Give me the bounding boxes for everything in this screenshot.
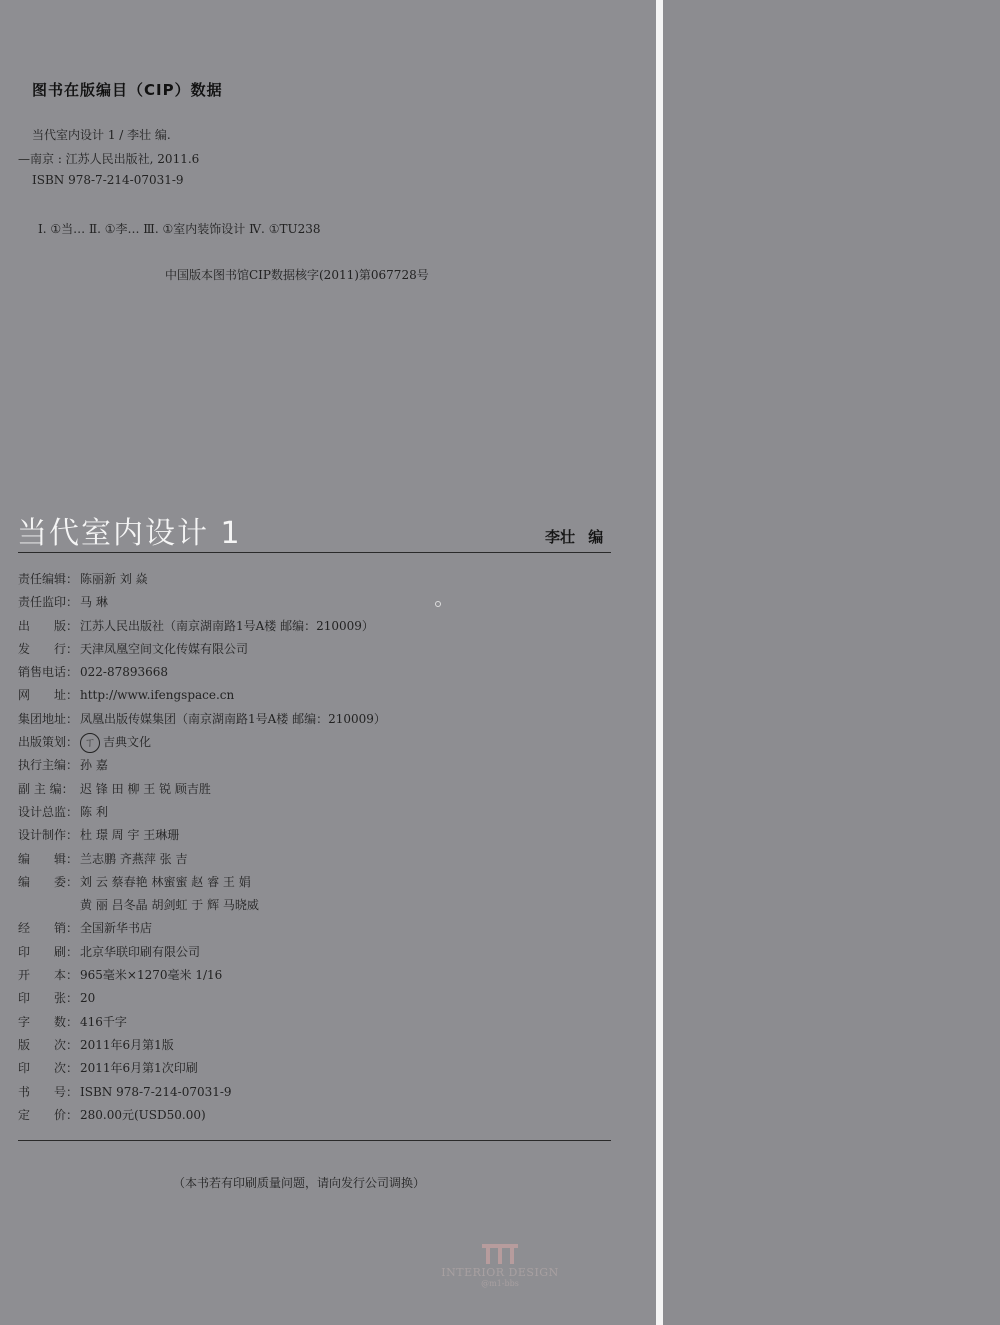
imprint-value: 凤凰出版传媒集团（南京湖南路1号A楼 邮编：210009） bbox=[80, 711, 386, 726]
imprint-value: 马 琳 bbox=[80, 595, 108, 610]
page-gutter bbox=[656, 0, 663, 1325]
imprint-label: 字 数： bbox=[18, 1014, 79, 1029]
imprint-label: 书 号： bbox=[18, 1084, 79, 1099]
bottom-rule bbox=[18, 1140, 611, 1141]
imprint-row bbox=[18, 661, 618, 684]
imprint-label: 责任编辑： bbox=[18, 572, 79, 586]
imprint-value: 迟 锋 田 柳 王 锐 顾吉胜 bbox=[80, 781, 211, 796]
imprint-value: 刘 云 蔡春艳 林蜜蜜 赵 睿 王 娟 bbox=[80, 874, 251, 889]
imprint-label bbox=[18, 894, 80, 917]
imprint-value: 北京华联印刷有限公司 bbox=[80, 944, 201, 959]
imprint-value: 兰志鹏 齐燕萍 张 吉 bbox=[80, 851, 188, 866]
imprint-label: 发 行： bbox=[18, 641, 79, 656]
imprint-row bbox=[18, 1034, 618, 1057]
watermark-logo-icon bbox=[480, 1240, 520, 1266]
imprint-value: 280.00元(USD50.00) bbox=[80, 1107, 206, 1122]
imprint-value: 2011年6月第1版 bbox=[80, 1037, 174, 1052]
imprint-row bbox=[18, 871, 618, 894]
imprint-label: 设计总监： bbox=[18, 804, 79, 819]
imprint-label: 定 价： bbox=[18, 1107, 79, 1122]
imprint-value: 天津凤凰空间文化传媒有限公司 bbox=[80, 641, 249, 656]
imprint-value: 孙 嘉 bbox=[80, 758, 108, 773]
cip-line-title: 当代室内设计 1 / 李壮 编. bbox=[32, 128, 171, 142]
imprint-row bbox=[18, 964, 618, 987]
imprint-label: 出版策划： bbox=[18, 735, 79, 750]
imprint-label: 印 刷： bbox=[18, 944, 79, 959]
imprint-row bbox=[18, 754, 618, 777]
imprint-row bbox=[18, 591, 618, 614]
cip-line-classification: Ⅰ. ①当… Ⅱ. ①李… Ⅲ. ①室内装饰设计 Ⅳ. ①TU238 bbox=[38, 222, 321, 236]
footer-note: （本书若有印刷质量问题，请向发行公司调换） bbox=[173, 1176, 426, 1190]
imprint-row bbox=[18, 917, 618, 940]
imprint-row bbox=[18, 731, 618, 754]
book-author: 李壮 编 bbox=[545, 528, 604, 546]
imprint-value-text: 吉典文化 bbox=[103, 735, 152, 750]
imprint-value bbox=[80, 731, 618, 754]
imprint-value: 965毫米×1270毫米 1/16 bbox=[80, 968, 223, 983]
imprint-list bbox=[18, 568, 618, 1127]
imprint-value: 江苏人民出版社（南京湖南路1号A楼 邮编：210009） bbox=[80, 618, 374, 633]
imprint-label: 集团地址： bbox=[18, 711, 79, 726]
imprint-label: 印 张： bbox=[18, 991, 79, 1006]
imprint-value: 20 bbox=[80, 991, 96, 1006]
imprint-label: 开 本： bbox=[18, 968, 79, 983]
imprint-value: 杜 璟 周 宇 王琳珊 bbox=[80, 828, 180, 843]
imprint-value: ISBN 978-7-214-07031-9 bbox=[80, 1084, 232, 1099]
cip-heading: 图书在版编目（CIP）数据 bbox=[32, 81, 223, 99]
imprint-value: http://www.ifengspace.cn bbox=[80, 688, 235, 703]
imprint-row bbox=[18, 987, 618, 1010]
imprint-label: 编 辑： bbox=[18, 851, 79, 866]
imprint-value: 416千字 bbox=[80, 1014, 127, 1029]
cip-verification-number: 中国版本图书馆CIP数据核字(2011)第067728号 bbox=[165, 268, 429, 282]
watermark-text: INTERIOR DESIGN bbox=[441, 1266, 559, 1279]
watermark-subtext: @m1-bbs bbox=[481, 1279, 519, 1288]
watermark bbox=[440, 1240, 560, 1288]
book-title: 当代室内设计 1 bbox=[17, 516, 242, 551]
title-rule bbox=[18, 552, 611, 553]
imprint-label: 出 版： bbox=[18, 618, 79, 633]
imprint-label: 责任监印： bbox=[18, 595, 79, 610]
imprint-row bbox=[18, 1104, 618, 1127]
imprint-row bbox=[18, 778, 618, 801]
cip-line-publisher: —南京 : 江苏人民出版社, 2011.6 bbox=[18, 152, 200, 166]
imprint-row bbox=[18, 894, 618, 917]
imprint-row bbox=[18, 1081, 618, 1104]
imprint-row bbox=[18, 1057, 618, 1080]
imprint-row bbox=[18, 638, 618, 661]
imprint-row bbox=[18, 941, 618, 964]
imprint-value: 陈 利 bbox=[80, 804, 108, 819]
imprint-row bbox=[18, 708, 618, 731]
imprint-row bbox=[18, 801, 618, 824]
imprint-label: 执行主编： bbox=[18, 758, 79, 773]
imprint-label: 设计制作： bbox=[18, 828, 79, 843]
imprint-value: 022-87893668 bbox=[80, 665, 169, 680]
imprint-row bbox=[18, 568, 618, 591]
imprint-row bbox=[18, 615, 618, 638]
publisher-logo-icon: ㄒ bbox=[80, 733, 100, 753]
imprint-label: 编 委： bbox=[18, 874, 79, 889]
imprint-row bbox=[18, 824, 618, 847]
imprint-value: 黄 丽 吕冬晶 胡剑虹 于 辉 马晓威 bbox=[80, 898, 259, 913]
imprint-label: 版 次： bbox=[18, 1037, 79, 1052]
imprint-label: 副 主 编： bbox=[18, 781, 74, 796]
imprint-label: 经 销： bbox=[18, 921, 79, 936]
imprint-row bbox=[18, 1011, 618, 1034]
imprint-row bbox=[18, 684, 618, 707]
right-page bbox=[663, 0, 1000, 1325]
imprint-label: 销售电话： bbox=[18, 665, 79, 680]
imprint-label: 网 址： bbox=[18, 688, 79, 703]
imprint-value: 全国新华书店 bbox=[80, 921, 153, 936]
cip-line-isbn: ISBN 978-7-214-07031-9 bbox=[32, 173, 184, 187]
imprint-value: 陈丽新 刘 焱 bbox=[80, 572, 148, 586]
imprint-label: 印 次： bbox=[18, 1061, 79, 1076]
imprint-value: 2011年6月第1次印刷 bbox=[80, 1061, 198, 1076]
imprint-row bbox=[18, 848, 618, 871]
